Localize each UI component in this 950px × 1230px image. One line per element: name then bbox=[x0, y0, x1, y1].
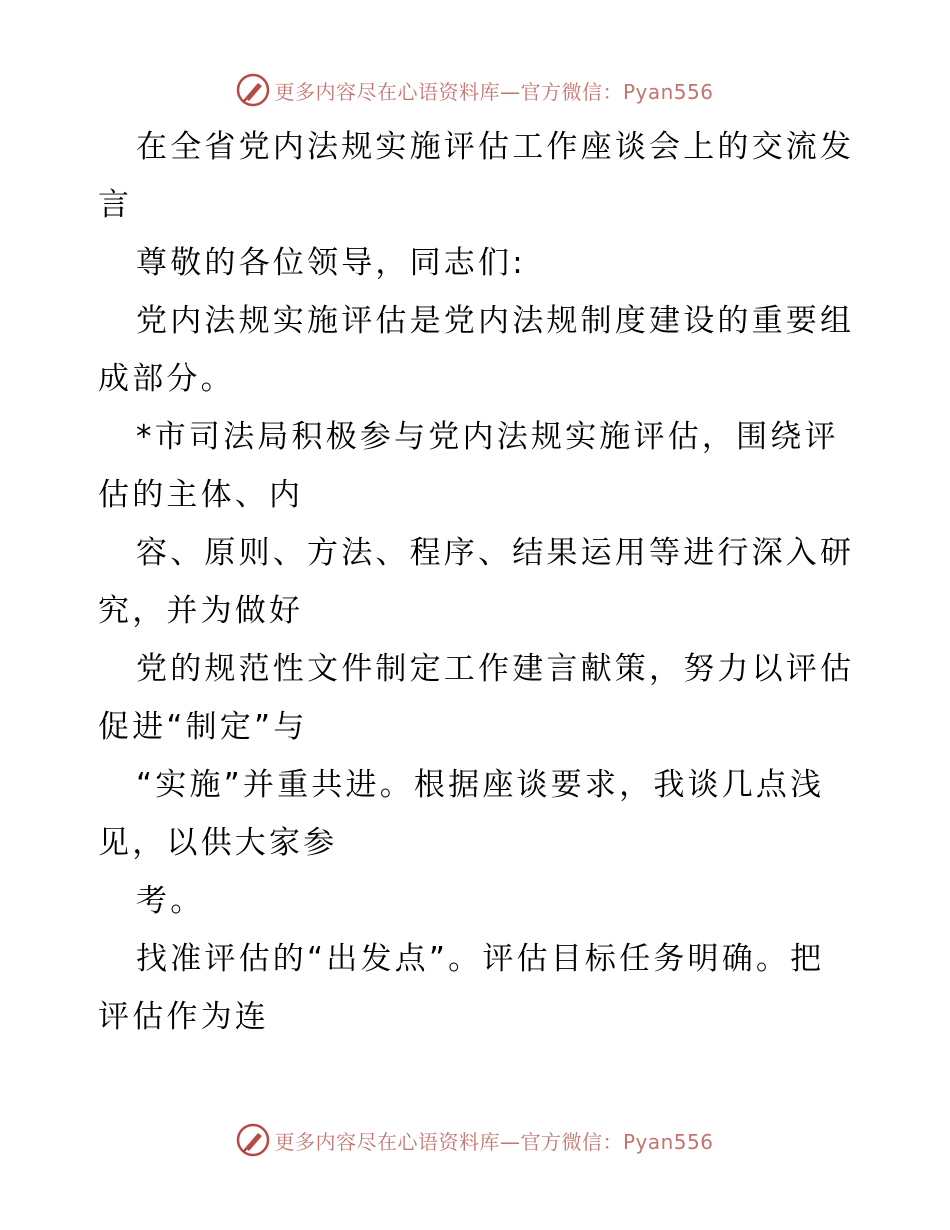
header-banner-text: 更多内容尽在心语资料库—官方微信：Pyan556 bbox=[274, 79, 714, 104]
body-paragraph: *市司法局积极参与党内法规实施评估，围绕评估的主体、内 bbox=[98, 419, 839, 513]
body-paragraph: 党内法规实施评估是党内法规制度建设的重要组成部分。 bbox=[98, 303, 855, 397]
body-paragraph: 找准评估的“出发点”。评估目标任务明确。把评估作为连 bbox=[98, 941, 825, 1035]
pen-logo-icon bbox=[236, 1123, 270, 1157]
header-banner bbox=[0, 70, 950, 110]
body-paragraph: 考。 bbox=[136, 883, 205, 919]
body-paragraph: “实施”并重共进。根据座谈要求，我谈几点浅见，以供大家参 bbox=[98, 767, 825, 861]
body-paragraph: 容、原则、方法、程序、结果运用等进行深入研究，并为做好 bbox=[98, 535, 855, 629]
footer-banner-text: 更多内容尽在心语资料库—官方微信：Pyan556 bbox=[274, 1129, 714, 1154]
pen-logo-icon bbox=[236, 73, 270, 107]
footer-banner bbox=[0, 1120, 950, 1160]
document-title: 在全省党内法规实施评估工作座谈会上的交流发言 bbox=[98, 129, 855, 223]
body-paragraph: 党的规范性文件制定工作建言献策，努力以评估促进“制定”与 bbox=[98, 651, 855, 745]
salutation: 尊敬的各位领导，同志们: bbox=[136, 245, 526, 281]
document-body bbox=[98, 118, 858, 1046]
